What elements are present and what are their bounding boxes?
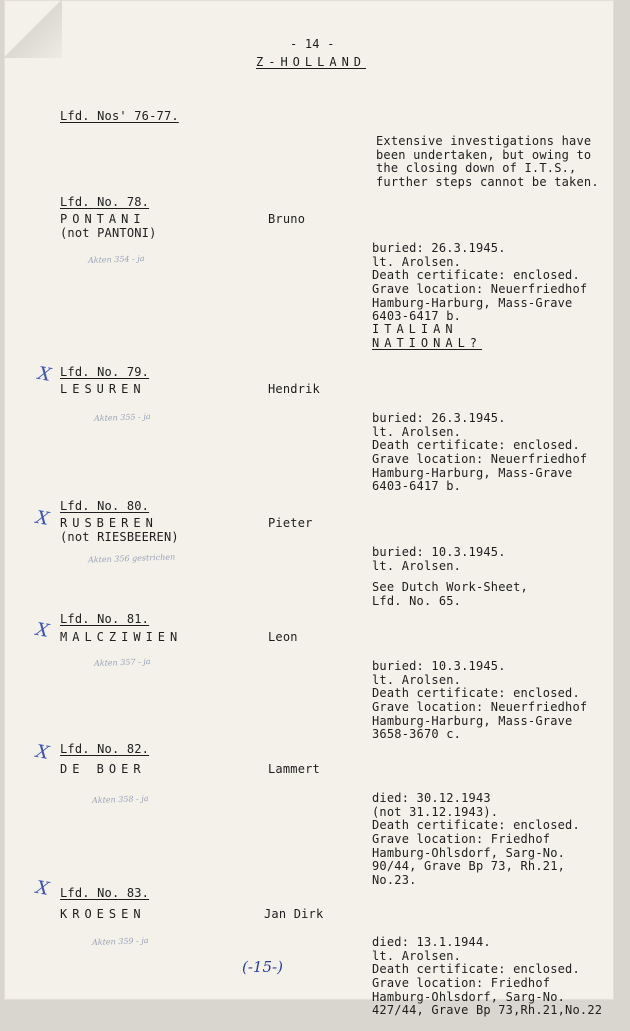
intro-ref: Lfd. Nos' 76-77.	[60, 109, 179, 123]
entry-details: buried: 10.3.1945. lt. Arolsen. See Dutch Work-Sheet, Lfd. No. 65.	[372, 545, 528, 608]
intro-text: Extensive investigations have been undertaken, but owing to the closing down of I.T.S., further steps cannot be taken.	[376, 134, 599, 189]
entry-firstname: Lammert	[268, 762, 320, 776]
entry-firstname: Jan Dirk	[264, 907, 324, 921]
check-mark: X	[34, 877, 51, 900]
entry-details: buried: 26.3.1945. lt. Arolsen. Death certificate: enclosed. Grave location: Neuerfriedhof Hamburg-Harburg, Mass-Grave 6403-6417 b.	[372, 411, 588, 494]
entry-firstname: Pieter	[268, 516, 313, 530]
entry-ref: Lfd. No. 82.	[60, 742, 150, 756]
pencil-note: Akten 356 gestrichen	[87, 552, 176, 565]
check-mark: X	[34, 741, 51, 764]
entry-ref: Lfd. No. 79.	[60, 365, 150, 379]
check-mark: X	[34, 507, 51, 530]
entry-surname: DE BOER	[60, 762, 146, 776]
entry-surname: MALCZIWIEN	[60, 630, 183, 644]
pencil-note: Akten 357 - ja	[93, 657, 151, 668]
pencil-note: Akten 354 - ja	[87, 254, 145, 265]
pencil-note: Akten 355 - ja	[93, 412, 151, 423]
entry-firstname: Leon	[268, 630, 298, 644]
entry-details: buried: 26.3.1945. lt. Arolsen. Death certificate: enclosed. Grave location: Neuerfriedhof Hamburg-Harburg, Mass-Grave 6403-6417 b.	[372, 241, 588, 324]
page-number: - 14 -	[290, 37, 335, 51]
check-mark: X	[34, 619, 51, 642]
entry-surname: PONTANI	[60, 212, 146, 226]
entry-details: died: 30.12.1943 (not 31.12.1943). Death certificate: enclosed. Grave location: Friedhof Hamburg-Ohlsdorf, Sarg-No. 90/44, Grave Bp 73, Rh.21, No.23.	[372, 791, 580, 887]
folded-corner	[4, 0, 62, 58]
check-mark: X	[36, 363, 53, 386]
entry-ref: Lfd. No. 78.	[60, 195, 150, 209]
entry-details: buried: 10.3.1945. lt. Arolsen. Death certificate: enclosed. Grave location: Neuerfriedhof Hamburg-Harburg, Mass-Grave 3658-3670 c.	[372, 659, 588, 742]
entry-ref: Lfd. No. 83.	[60, 886, 150, 900]
entry-surname: RUSBEREN	[60, 516, 158, 530]
entry-firstname: Hendrik	[268, 382, 320, 396]
pencil-note: Akten 359 - ja	[91, 936, 149, 947]
page-title: Z-HOLLAND	[256, 55, 367, 69]
entry-surname: LESUREN	[60, 382, 146, 396]
pencil-note: Akten 358 - ja	[91, 794, 149, 805]
entry-ref: Lfd. No. 81.	[60, 612, 150, 626]
entry-alt-name: (not RIESBEEREN)	[60, 530, 179, 544]
entry-details: died: 13.1.1944. lt. Arolsen. Death certificate: enclosed. Grave location: Friedhof Hamburg-Ohlsdorf, Sarg-No. 427/44, Grave Bp 73,Rh.21,No.22	[372, 935, 603, 1018]
entry-alt-name: (not PANTONI)	[60, 226, 157, 240]
entry-ref: Lfd. No. 80.	[60, 499, 150, 513]
handwritten-page-mark: (-15-)	[242, 958, 283, 976]
entry-firstname: Bruno	[268, 212, 306, 226]
entry-surname: KROESEN	[60, 907, 146, 921]
entry-note: ITALIAN NATIONAL?	[372, 322, 483, 350]
